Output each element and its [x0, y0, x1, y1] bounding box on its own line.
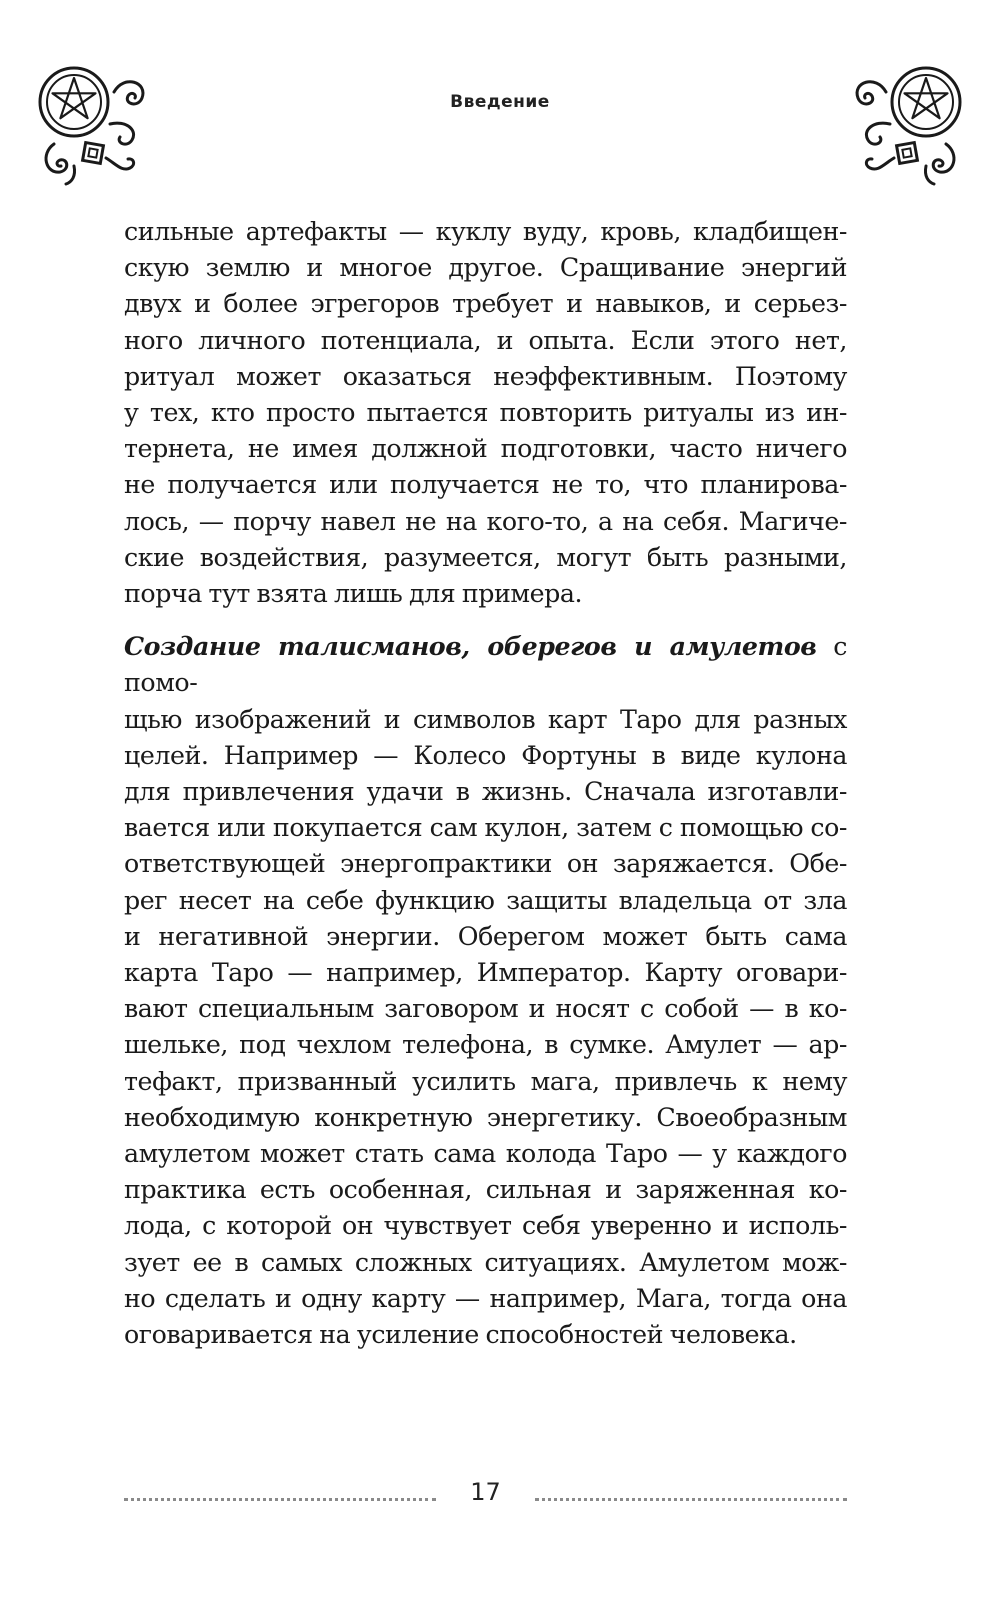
- dotted-rule-right: [535, 1498, 847, 1501]
- page-footer: [124, 1476, 847, 1516]
- text-line: ответствующей энергопрактики он заряжается. Обе-: [124, 849, 847, 879]
- text-line: и негативной энергии. Оберегом может быть сама: [124, 921, 847, 951]
- text-line: ного личного потенциала, и опыта. Если этого нет,: [124, 325, 847, 355]
- paragraph: [124, 214, 847, 612]
- text-line: практика есть особенная, сильная и заряженная ко-: [124, 1175, 847, 1205]
- text-line: вают специальным заговором и носят с собой — в ко-: [124, 994, 847, 1024]
- text-line: лода, с которой он чувствует себя уверенно и исполь-: [124, 1211, 847, 1241]
- pentacle-swirl-icon: [846, 62, 966, 192]
- text-line: амулетом может стать сама колода Таро — у каждого: [124, 1139, 847, 1169]
- text-line: тефакт, призванный усилить мага, привлечь к нему: [124, 1066, 847, 1096]
- text-line: ритуал может оказаться неэффективным. Поэтому: [124, 361, 847, 391]
- text-line: не получается или получается не то, что планирова-: [124, 470, 847, 500]
- running-title: Введение: [450, 92, 550, 112]
- text-line: тернета, не имея должной подготовки, часто ничего: [124, 434, 847, 464]
- text-line: шельке, под чехлом телефона, в сумке. Амулет — ар-: [124, 1030, 847, 1060]
- text-line: лось, — порчу навел не на кого-то, а на себя. Магиче-: [124, 506, 847, 536]
- page-number: 17: [470, 1478, 501, 1506]
- text-line: щью изображений и символов карт Таро для разных: [124, 704, 847, 734]
- text-line: целей. Например — Колесо Фортуны в виде кулона: [124, 740, 847, 770]
- text-line: [124, 628, 847, 701]
- text-line: но сделать и одну карту — например, Мага, тогда она: [124, 1283, 847, 1313]
- text-line: рег несет на себе функцию защиты владельца от зла: [124, 885, 847, 915]
- text-line: сильные артефакты — куклу вуду, кровь, кладбищен-: [124, 217, 847, 246]
- text-line: порча тут взята лишь для примера.: [124, 579, 583, 609]
- pentacle-swirl-icon: [34, 62, 154, 192]
- text-line: у тех, кто просто пытается повторить ритуалы из ин-: [124, 398, 847, 428]
- text-line: карта Таро — например, Император. Карту оговари-: [124, 958, 847, 988]
- text-line: для привлечения удачи в жизнь. Сначала изготавли-: [124, 777, 847, 807]
- text-line: зует ее в самых сложных ситуациях. Амулетом мож-: [124, 1247, 847, 1277]
- paragraph: [124, 628, 847, 1353]
- text-line: необходимую конкретную энергетику. Своеобразным: [124, 1102, 847, 1132]
- emphasis-term: Создание талисманов, оберегов и амулетов: [124, 631, 817, 662]
- lead-rest: с помо-: [124, 632, 847, 698]
- main-text: [124, 214, 847, 1353]
- text-line: скую землю и многое другое. Сращивание энергий: [124, 253, 847, 283]
- text-line: вается или покупается сам кулон, затем с помощью со-: [124, 813, 847, 843]
- paragraph-gap: [124, 612, 847, 628]
- text-line: двух и более эгрегоров требует и навыков, и серьез-: [124, 289, 847, 319]
- text-line: ские воздействия, разумеется, могут быть разными,: [124, 542, 847, 572]
- text-line: оговаривается на усиление способностей человека.: [124, 1320, 797, 1350]
